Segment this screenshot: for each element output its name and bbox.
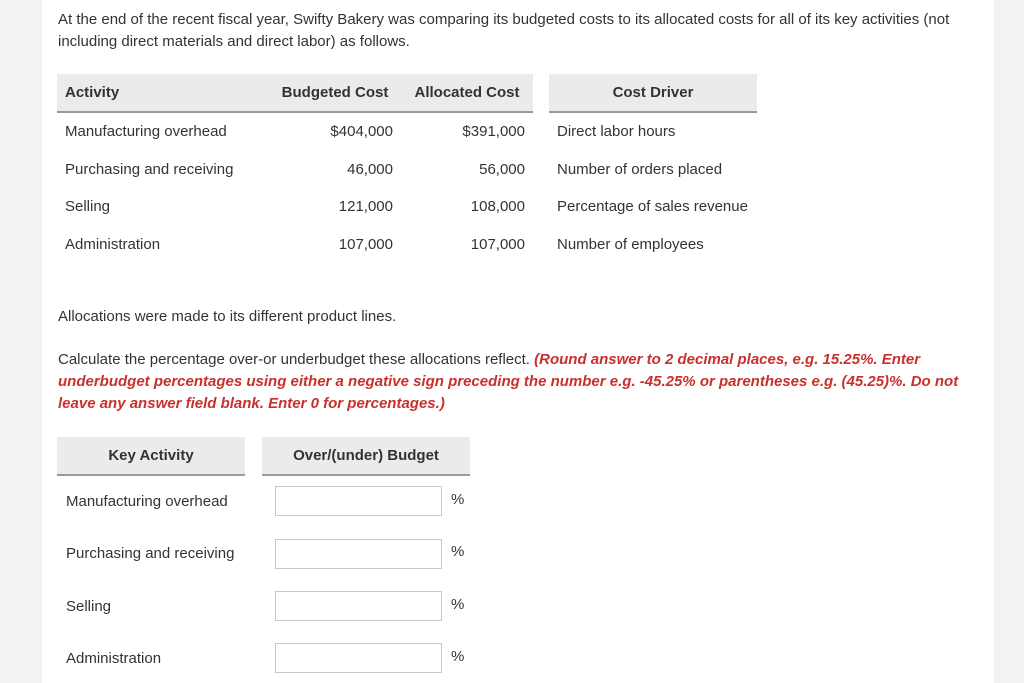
manufacturing-overhead-input[interactable] bbox=[275, 486, 442, 516]
cost-driver-cell: Percentage of sales revenue bbox=[557, 198, 748, 216]
budgeted-cost-cell: 46,000 bbox=[347, 160, 393, 178]
answer-row-label: Administration bbox=[66, 650, 162, 667]
cost-driver-cell: Number of orders placed bbox=[557, 160, 723, 178]
instruction-main: Calculate the percentage over-or underbudget these allocations reflect. bbox=[58, 351, 530, 368]
cost-table bbox=[57, 74, 757, 263]
activity-cell: Purchasing and receiving bbox=[65, 160, 234, 178]
instruction-text bbox=[58, 349, 988, 415]
percent-sign: % bbox=[451, 543, 465, 560]
allocated-cost-cell: 107,000 bbox=[470, 235, 525, 253]
cost-driver-cell: Number of employees bbox=[557, 235, 704, 253]
activity-cell: Selling bbox=[65, 198, 111, 216]
cost-table-header bbox=[57, 74, 757, 112]
header-allocated-cost: Allocated Cost bbox=[401, 74, 533, 112]
percent-sign: % bbox=[451, 648, 465, 665]
header-over-under-budget: Over/(under) Budget bbox=[262, 437, 470, 476]
activity-cell: Administration bbox=[65, 235, 161, 253]
purchasing-receiving-input[interactable] bbox=[275, 539, 442, 569]
answer-row-label: Purchasing and receiving bbox=[66, 545, 235, 562]
percent-sign: % bbox=[451, 596, 465, 613]
budgeted-cost-cell: 107,000 bbox=[338, 235, 393, 253]
budgeted-cost-cell: $404,000 bbox=[330, 123, 393, 141]
selling-input[interactable] bbox=[275, 591, 442, 621]
answer-row-label: Manufacturing overhead bbox=[66, 493, 228, 510]
allocated-cost-cell: 108,000 bbox=[470, 198, 525, 216]
header-key-activity: Key Activity bbox=[57, 437, 245, 476]
answer-row-label: Selling bbox=[66, 598, 112, 615]
allocated-cost-cell: $391,000 bbox=[462, 123, 525, 141]
table-row bbox=[57, 226, 757, 264]
allocations-note: Allocations were made to its different product lines. bbox=[58, 308, 397, 325]
percent-sign: % bbox=[451, 491, 465, 508]
instruction-hint: (Round answer to 2 decimal places, e.g. 15.25%. Enter underbudget percentages using either a negative sign preceding the number e.g. -45.25% or parentheses e.g. (45.25)%. Do not leave any answer field blank. Enter 0 for percentages.) bbox=[58, 351, 959, 412]
activity-cell: Manufacturing overhead bbox=[65, 123, 227, 141]
header-cost-driver: Cost Driver bbox=[549, 74, 757, 112]
table-row bbox=[57, 188, 757, 226]
table-row bbox=[57, 151, 757, 189]
table-row bbox=[57, 112, 757, 151]
cost-driver-cell: Direct labor hours bbox=[557, 123, 676, 141]
header-activity: Activity bbox=[57, 74, 269, 112]
header-budgeted-cost: Budgeted Cost bbox=[269, 74, 401, 112]
intro-text: At the end of the recent fiscal year, Swifty Bakery was comparing its budgeted costs to its allocated costs for all of its key activities (not including direct materials and direct labor) as follows. bbox=[58, 11, 950, 50]
administration-input[interactable] bbox=[275, 643, 442, 673]
allocated-cost-cell: 56,000 bbox=[479, 160, 525, 178]
budgeted-cost-cell: 121,000 bbox=[338, 198, 393, 216]
